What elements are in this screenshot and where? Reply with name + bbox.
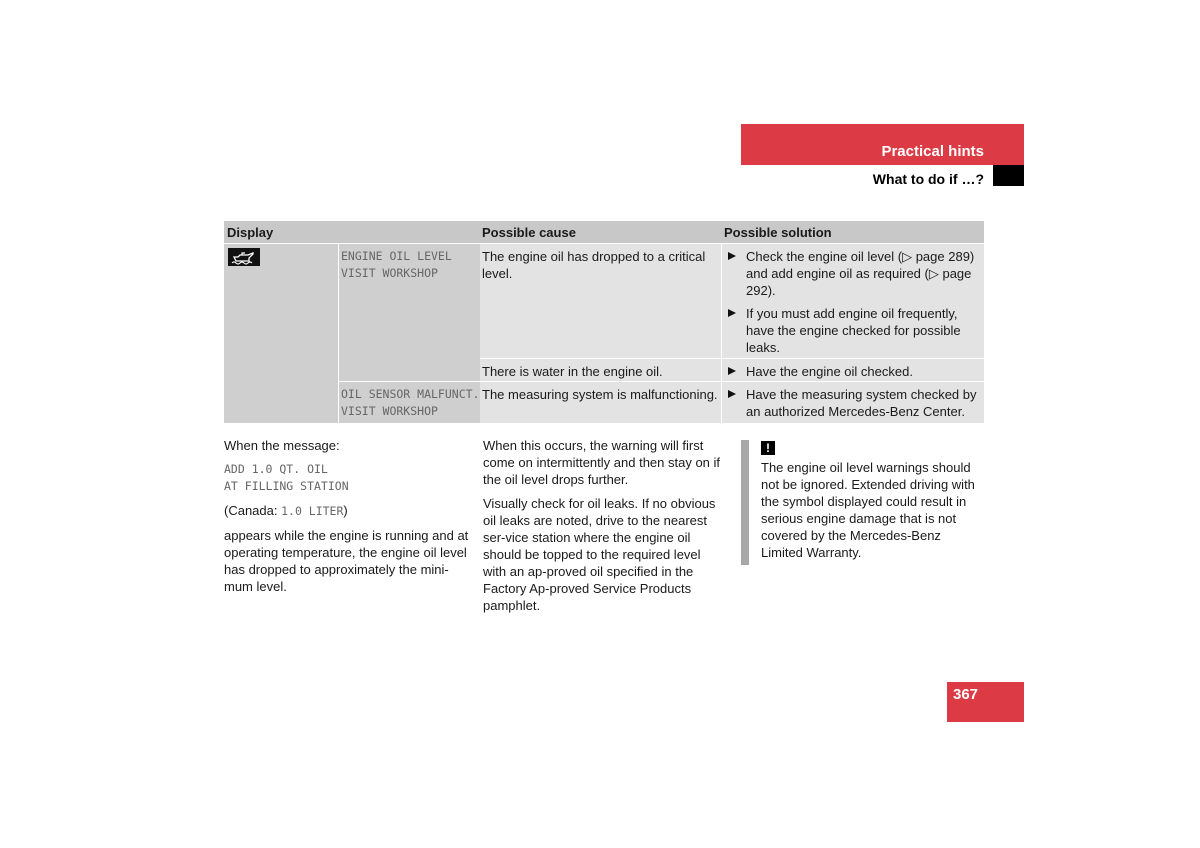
display-message-oil-sensor xyxy=(339,382,480,423)
bullet-arrow-icon xyxy=(728,309,736,317)
solution-text: Have the measuring system checked by an authorized Mercedes-Benz Center. xyxy=(746,387,977,419)
header-possible-cause: Possible cause xyxy=(482,225,576,240)
cause-text: There is water in the engine oil. xyxy=(482,364,663,379)
page-number-box xyxy=(947,682,1024,722)
page-number: 367 xyxy=(953,686,979,703)
section-title: Practical hints xyxy=(881,143,984,160)
bullet-arrow-icon xyxy=(728,390,736,398)
header-possible-solution: Possible solution xyxy=(724,225,832,240)
subsection-header xyxy=(741,165,1024,186)
warning-note xyxy=(761,439,986,561)
warning-text: The engine oil level warnings should not be ignored. Extended driving with the symbol displayed could result in serious engine damage that is not covered by the Mercedes-Benz Limited Warranty. xyxy=(761,460,975,560)
header-marker-block xyxy=(993,165,1024,186)
solution-text: Have the engine oil checked. xyxy=(746,364,913,379)
display-line: ENGINE OIL LEVEL xyxy=(341,249,452,263)
display-line: VISIT WORKSHOP xyxy=(341,266,438,280)
bullet-arrow-icon xyxy=(728,252,736,260)
solution-item xyxy=(724,363,978,380)
table-header xyxy=(224,221,984,243)
solution-critical-level xyxy=(722,244,984,358)
solution-item xyxy=(724,305,978,356)
section-header xyxy=(741,124,1024,165)
solution-text: Check the engine oil level (▷ page 289) and add engine oil as required (▷ page 292). xyxy=(746,249,975,298)
cause-water-in-oil xyxy=(480,359,721,381)
canada-suffix: ) xyxy=(343,503,348,518)
cause-text: The engine oil has dropped to a critical level. xyxy=(482,249,706,281)
display-line: AT FILLING STATION xyxy=(224,479,349,493)
display-message-engine-oil-level xyxy=(339,244,480,381)
cause-critical-level xyxy=(480,244,721,358)
paragraph: When this occurs, the warning will first come on intermittently and then stay on if the oil level drops further. xyxy=(483,438,721,487)
canada-message: 1.0 LITER xyxy=(281,504,344,518)
solution-water-in-oil xyxy=(722,359,984,381)
paragraph: Visually check for oil leaks. If no obvious oil leaks are noted, drive to the nearest ser-vice station where the engine oil should be topped to the required level with an ap-proved oil specified in the Factory Ap-proved Service Products pamphlet. xyxy=(483,496,716,613)
display-icon-cell xyxy=(224,244,338,423)
cause-text: The measuring system is malfunctioning. xyxy=(482,387,718,402)
body-text: appears while the engine is running and at operating temperature, the engine oil level has dropped to approximately the mini-mum level. xyxy=(224,528,469,594)
warning-side-bar xyxy=(741,440,749,565)
subsection-title: What to do if …? xyxy=(872,171,984,187)
intro-text: When the message: xyxy=(224,438,340,453)
header-display: Display xyxy=(227,225,274,240)
exclamation-warning-icon: ! xyxy=(761,441,775,455)
solution-item xyxy=(724,386,978,420)
engine-oil-can-icon xyxy=(228,248,260,266)
cause-sensor-malfunction xyxy=(480,382,721,423)
display-line: VISIT WORKSHOP xyxy=(341,404,438,418)
column-message-explanation xyxy=(224,437,469,595)
solution-text: If you must add engine oil frequently, have the engine checked for possible leaks. xyxy=(746,306,961,355)
solution-sensor-malfunction xyxy=(722,382,984,423)
display-line: ADD 1.0 QT. OIL xyxy=(224,462,328,476)
column-what-to-do xyxy=(483,437,727,614)
solution-item xyxy=(724,248,978,299)
bullet-arrow-icon xyxy=(728,367,736,375)
canada-note xyxy=(224,502,469,520)
canada-prefix: (Canada: xyxy=(224,503,282,518)
display-line: OIL SENSOR MALFUNCT. xyxy=(341,387,480,401)
